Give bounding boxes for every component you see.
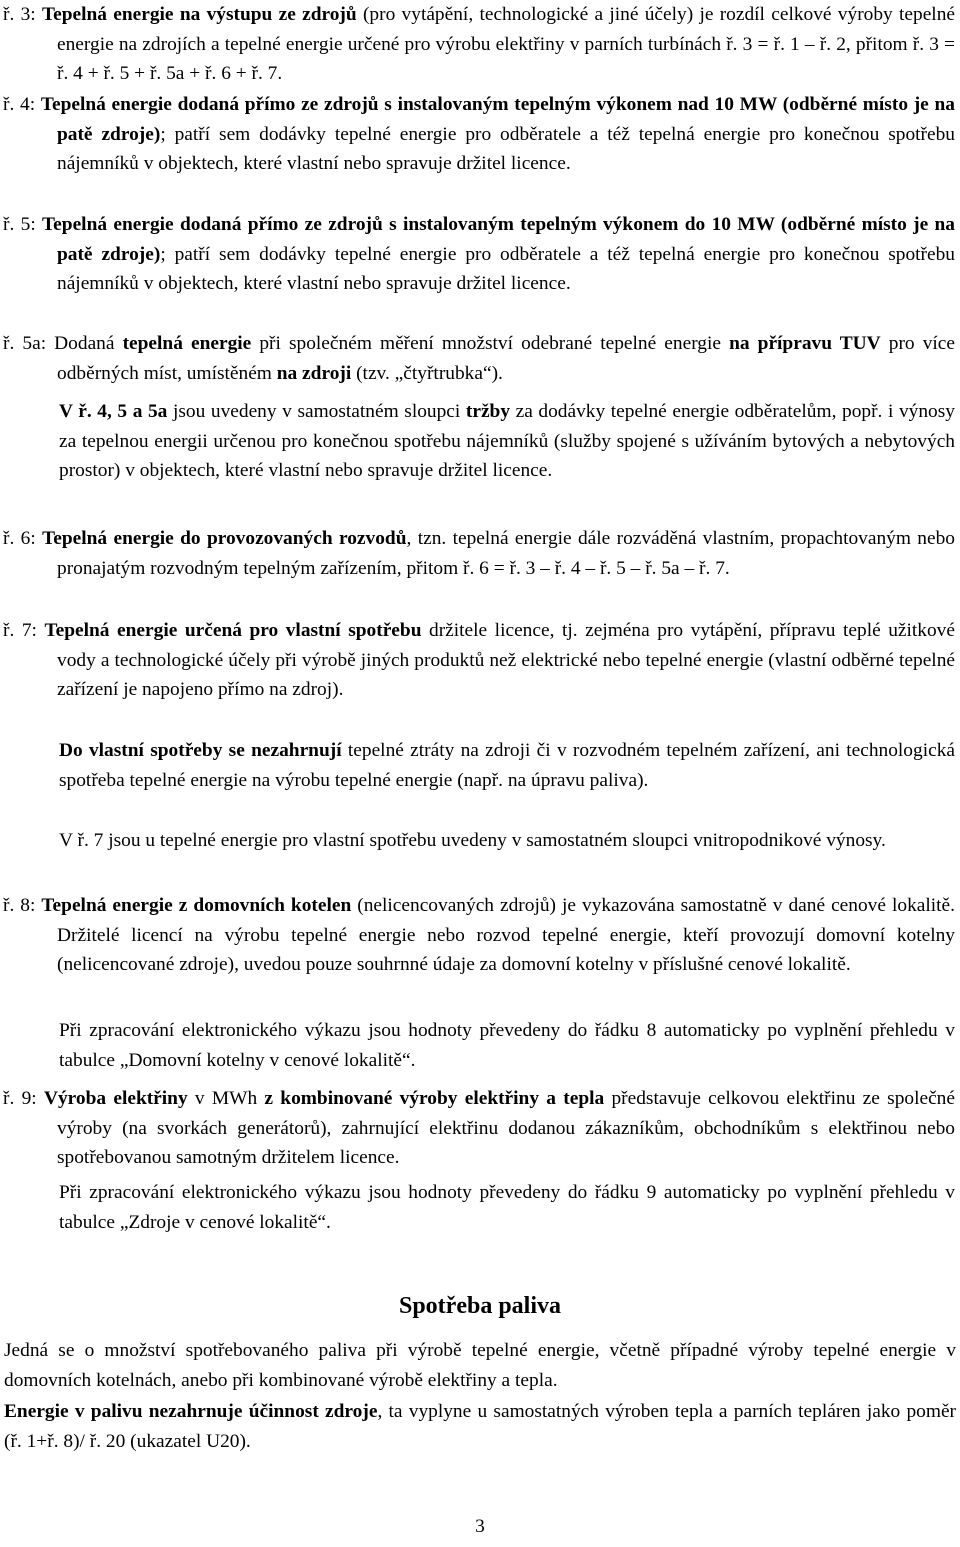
- body-text: ; patří sem dodávky tepelné energie pro odběratele a též tepelná energie pro konečnou spotřebu nájemníků v objektech, které vlastní nebo spravuje držitel licence.: [57, 123, 955, 175]
- emphasis-text: Výroba elektřiny: [43, 1088, 188, 1109]
- body-text: při společném měření množství odebrané tepelné energie: [251, 333, 730, 354]
- row-4-definition: [3, 90, 955, 179]
- row-7-definition: [3, 616, 955, 705]
- body-text: Při zpracování elektronického výkazu jsou hodnoty převedeny do řádku 8 automaticky po vyplnění přehledu v tabulce „Domovní kotelny v cenové lokalitě“.: [59, 1020, 955, 1071]
- emphasis-text: V ř. 4, 5 a 5a: [59, 401, 168, 422]
- section-heading: Spotřeba paliva: [398, 1293, 562, 1319]
- emphasis-text: na přípravu TUV: [729, 333, 881, 354]
- body-text: pro více odběrných míst, umístěném: [57, 333, 956, 384]
- row-label: ř. 8:: [3, 895, 42, 916]
- emphasis-text: Tepelná energie do provozovaných rozvodů: [42, 528, 407, 549]
- body-text: , ta vyplyne u samostatných výroben tepla a parních tepláren jako poměr (ř. 1+ř. 8)/ ř. 20 (ukazatel U20).: [4, 1401, 957, 1452]
- emphasis-text: Tepelná energie dodaná přímo ze zdrojů s instalovaným tepelným výkonem nad 10 MW (odběrné místo je na patě zdroje): [40, 94, 955, 145]
- emphasis-text: Energie v palivu nezahrnuje účinnost zdroje: [4, 1401, 378, 1422]
- section-paragraph-1: [4, 1336, 956, 1395]
- body-text: (pro vytápění, technologické a jiné účely) je rozdíl celkové výroby tepelné energie na zdrojích a tepelné energie určené pro výrobu elektřiny v parních turbínách ř. 3 = ř. 1 – ř. 2, přitom ř. 3 = ř. 4 + ř. 5 + ř. 5a + ř. 6 + ř. 7.: [57, 4, 955, 85]
- emphasis-text: Tepelná energie z domovních kotelen: [41, 895, 352, 916]
- body-text: za dodávky tepelné energie odběratelům, popř. i výnosy za tepelnou energii určenou pro konečnou spotřebu nájemníků (služby spojené s užíváním bytových a nebytových prostor) v objektech, které vlastní nebo spravuje držitel licence.: [59, 401, 955, 482]
- body-text: představuje celkovou elektřinu ze společné výroby (na svorkách generátorů), zahrnující elektřinu dodanou zákazníkům, obchodníkům s elektřinou nebo spotřebovanou samotným držitelem licence.: [57, 1088, 955, 1169]
- body-text: držitele licence, tj. zejména pro vytápění, přípravu teplé užitkové vody a technologické účely při výrobě jiných produktů než elektrické nebo tepelné energie (vlastní odběrné tepelné zařízení je napojeno přímo na zdroj).: [57, 620, 955, 701]
- row-label: ř. 3:: [3, 4, 42, 25]
- body-text: (tzv. „čtyřtrubka“).: [351, 362, 503, 384]
- emphasis-text: Tepelná energie dodaná přímo ze zdrojů s instalovaným tepelným výkonem do 10 MW (odběrné místo je na patě zdroje): [42, 214, 955, 265]
- section-paragraph-2: [4, 1397, 956, 1456]
- row-label: ř. 6:: [3, 528, 43, 549]
- body-text: ; patří sem dodávky tepelné energie pro odběratele a též tepelná energie pro konečnou spotřebu nájemníků v objektech, které vlastní nebo spravuje držitel licence.: [57, 243, 955, 295]
- row-label: ř. 5a:: [3, 333, 55, 354]
- row-3-definition: [3, 0, 955, 89]
- row-9-definition: [3, 1084, 955, 1173]
- emphasis-text: na zdroji: [276, 362, 352, 384]
- row-label: ř. 4:: [3, 94, 41, 115]
- page-number: 3: [475, 1516, 485, 1537]
- row-label: ř. 7:: [3, 620, 45, 641]
- body-text: V ř. 7 jsou u tepelné energie pro vlastní spotřebu uvedeny v samostatném sloupci vnitropodnikové výnosy.: [59, 830, 886, 851]
- emphasis-text: tržby: [465, 401, 511, 422]
- row-8-definition: [3, 891, 955, 980]
- body-text: tepelné ztráty na zdroji či v rozvodném tepelném zařízení, ani technologická spotřeba tepelné energie na výrobu tepelné energie (např. na úpravu paliva).: [59, 740, 955, 791]
- note-row-8-electronic: [59, 1016, 955, 1075]
- emphasis-text: Tepelná energie určená pro vlastní spotřebu: [44, 620, 422, 641]
- body-text: jsou uvedeny v samostatném sloupci: [167, 401, 466, 422]
- body-text: v MWh: [187, 1088, 265, 1109]
- note-row-7-revenues: [59, 826, 955, 856]
- body-text: Jedná se o množství spotřebovaného paliva při výrobě tepelné energie, včetně případné výroby tepelné energie v domovních kotelnách, anebo při kombinované výrobě elektřiny a tepla.: [4, 1340, 956, 1391]
- body-text: Při zpracování elektronického výkazu jsou hodnoty převedeny do řádku 9 automaticky po vyplnění přehledu v tabulce „Zdroje v cenové lokalitě“.: [59, 1182, 955, 1233]
- emphasis-text: z kombinované výroby elektřiny a tepla: [264, 1088, 605, 1109]
- note-rows-4-5-5a: [59, 397, 955, 486]
- row-5-definition: [3, 210, 955, 299]
- body-text: Dodaná: [54, 333, 123, 354]
- note-row-9-electronic: [59, 1178, 955, 1237]
- emphasis-text: tepelná energie: [122, 333, 252, 354]
- row-label: ř. 5:: [3, 214, 43, 235]
- row-6-definition: [3, 524, 955, 583]
- body-text: (nelicencovaných zdrojů) je vykazována samostatně v dané cenové lokalitě. Držitelé licencí na výrobu tepelné energie nebo rozvod tepelné energie, kteří provozují domovní kotelny (nelicencované zdroje), uvedou pouze souhrnné údaje za domovní kotelny v příslušné cenové lokalitě.: [57, 895, 955, 976]
- body-text: , tzn. tepelná energie dále rozváděná vlastním, propachtovaným nebo pronajatým rozvodným tepelným zařízením, přitom ř. 6 = ř. 3 – ř. 4 – ř. 5 – ř. 5a – ř. 7.: [57, 528, 955, 579]
- note-own-consumption-exclusions: [59, 736, 955, 795]
- row-label: ř. 9:: [3, 1088, 44, 1109]
- emphasis-text: Tepelná energie na výstupu ze zdrojů: [41, 4, 357, 25]
- emphasis-text: Do vlastní spotřeby se nezahrnují: [59, 740, 342, 761]
- row-5a-definition: [3, 329, 956, 388]
